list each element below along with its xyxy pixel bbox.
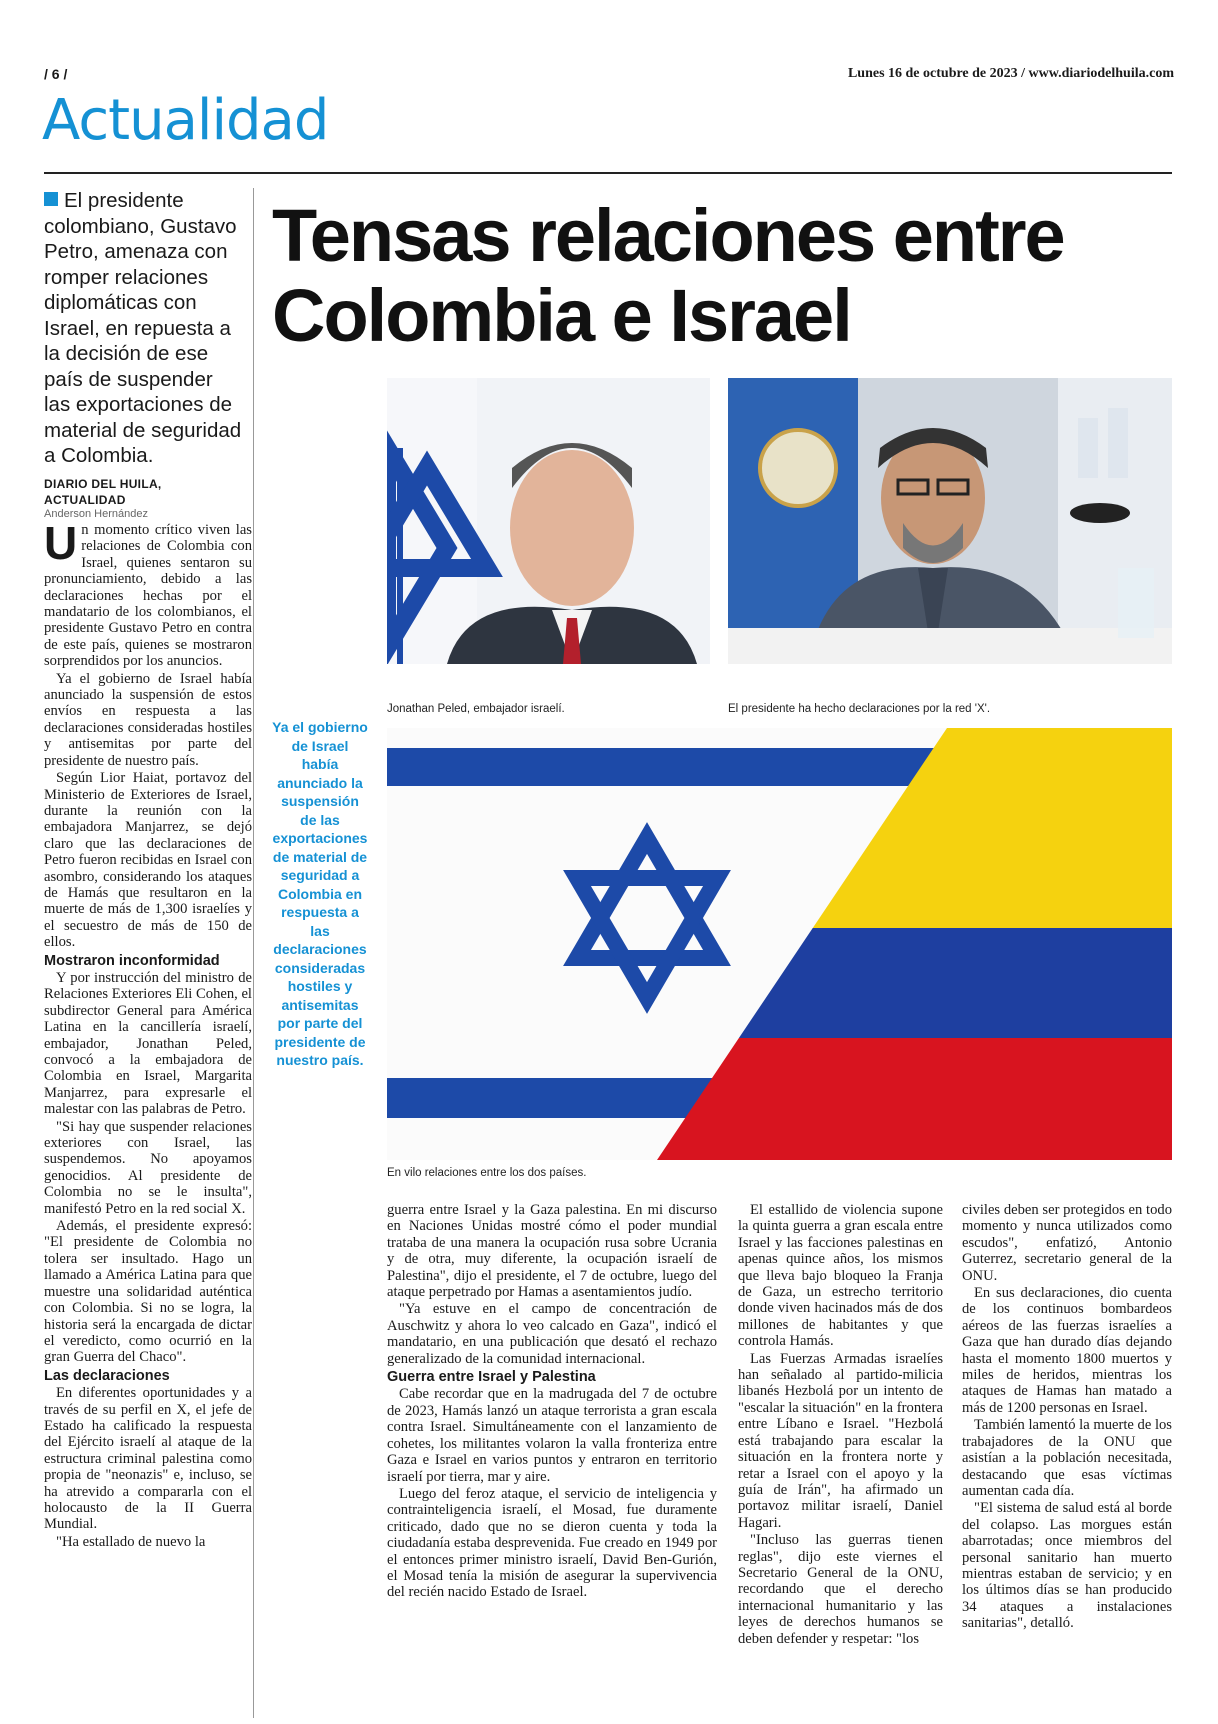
drop-cap: U <box>44 522 78 569</box>
paragraph: Además, el presidente expresó: "El presidente de Colombia no tolera ser insultado. Hago un llamado a América Latina para que muestre una solidaridad auténtica con Colombia. Si no se logra, la historia será la encargada de dictar el veredicto, como ocurrió en la gran Guerra del Chaco". <box>44 1218 252 1366</box>
section-title: Actualidad <box>42 88 329 153</box>
article-column-2 <box>387 1202 717 1712</box>
lede <box>44 188 244 469</box>
photo-petro <box>728 378 1172 664</box>
paragraph: Las Fuerzas Armadas israelíes han señalado al partido-milicia libanés Hezbolá por un intento de "escalar la situación" en la frontera entre Líbano e Israel. "Hezbolá está trabajando para escalar la situación en la frontera norte y retar a Israel con el apoyo y la guía de Irán", ha afirmado un portavoz militar israelí, Daniel Hagari. <box>738 1350 943 1531</box>
paragraph: "El sistema de salud está al borde del colapso. Las morgues están abarrotadas; once miembros del personal sanitario han muerto mientras estaban de servicio; y en los últimos días se han producido 34 ataques a instalaciones sanitarias", detalló. <box>962 1500 1172 1632</box>
article-column-3 <box>738 1202 943 1712</box>
subheading: Mostraron inconformidad <box>44 952 220 969</box>
paragraph: Según Lior Haiat, portavoz del Ministerio de Exteriores de Israel, durante la reunión con la embajadora Manjarrez, se dejó claro que las declaraciones de Petro fueron recibidas en Israel con asombro, considerando los ataques de Hamás que resultaron en la muerte de más de 1,300 israelíes y el secuestro de más de 150 de ellos. <box>44 770 252 951</box>
subheading: Las declaraciones <box>44 1367 170 1384</box>
photo-flags-image <box>387 728 1172 1160</box>
caption-peled: Jonathan Peled, embajador israelí. <box>387 703 565 715</box>
paragraph: Cabe recordar que en la madrugada del 7 de octubre de 2023, Hamás lanzó un ataque terrorista a gran escala contra Israel. Simultáneamente con el lanzamiento de cohetes, los militantes volaron la valla fronteriza entre Gaza e Israel en varios puntos y entraron en territorio israelí por tierra, mar y aire. <box>387 1386 717 1485</box>
lede-text: El presidente colombiano, Gustavo Petro, amenaza con romper relaciones diplomáticas con Israel, en repuesta a la decisión de ese país de suspender las exportaciones de material de seguridad a Colombia. <box>44 189 242 467</box>
byline-source: DIARIO DEL HUILA, ACTUALIDAD <box>44 477 162 507</box>
column-divider <box>253 188 254 1718</box>
paragraph: "Si hay que suspender relaciones exteriores con Israel, las suspendemos. No apoyamos genocidios. Al presidente de Colombia no se le insulta", manifestó Petro en la red social X. <box>44 1118 252 1217</box>
page-number: / 6 / <box>44 66 68 82</box>
caption-petro: El presidente ha hecho declaraciones por la red 'X'. <box>728 703 991 715</box>
paragraph: El estallido de violencia supone la quinta guerra a gran escala entre Israel y las facciones palestinas en apenas quince años, los mismos que lleva bajo bloqueo la Franja de Gaza, un estrecho territorio donde viven hacinados más de dos millones de habitantes y que controla Hamás. <box>738 1202 943 1350</box>
paragraph: Luego del feroz ataque, el servicio de inteligencia y contrainteligencia israelí, el Mosad, fue duramente criticado, dado que no se dieron cuenta y toda la ciudadanía estaba desprevenida. Fue creado en 1949 por el entonces primer ministro israelí, David Ben-Gurión, el Mosad tenía la misión de asegurar la supervivencia del recién nacido Estado de Israel. <box>387 1485 717 1601</box>
byline-author: Anderson Hernández <box>44 508 148 520</box>
article-column-1 <box>44 522 252 1712</box>
headline: Tensas relaciones entre Colombia e Israel <box>272 194 1064 357</box>
paragraph: En sus declaraciones, dio cuenta de los continuos bombardeos aéreos de las fuerzas israelíes a Gaza que han durado días dejando hasta el momento 1800 muertos y miles de heridos, mientras los ataques de Hamas han matado a más de 1200 personas en Israel. <box>962 1285 1172 1416</box>
pull-quote: Ya el gobierno de Israel había anunciado la suspensión de las exportaciones de material de seguridad a Colombia en respuesta a las declaraciones consideradas hostiles y antisemitas por parte del presidente de nuestro país. <box>272 719 368 1068</box>
photo-peled-image <box>387 378 710 664</box>
caption-flags: En vilo relaciones entre los dos países. <box>387 1167 587 1179</box>
paragraph: Y por instrucción del ministro de Relaciones Exteriores Eli Cohen, el subdirector General para América Latina en la cancillería israelí, embajador, Jonathan Peled, convocó a la embajadora de Colombia en Israel, Margarita Manjarrez, para expresarle el malestar con las palabras de Petro. <box>44 969 252 1118</box>
photo-peled <box>387 378 710 664</box>
paragraph: En diferentes oportunidades y a través de su perfil en X, el jefe de Estado ha calificado la respuesta del Ejército israelí al ataque de la estructura criminal palestina como propia de "neonazis" e, incluso, se ha atrevido a compararla con el holocausto de la II Guerra Mundial. <box>44 1385 252 1533</box>
subheading: Guerra entre Israel y Palestina <box>387 1369 596 1386</box>
header-rule <box>44 172 1172 174</box>
paragraph: "Incluso las guerras tienen reglas", dijo este viernes el Secretario General de la ONU, recordando que el derecho internacional humanitario y las leyes de derechos humanos se deben defender y respetar: "los <box>738 1532 943 1647</box>
paragraph: civiles deben ser protegidos en todo momento y nunca utilizados como escudos", enfatizó, Antonio Guterrez, secretario general de la ONU. <box>962 1202 1172 1284</box>
photo-flags <box>387 728 1172 1160</box>
article-column-4 <box>962 1202 1172 1712</box>
photo-petro-image <box>728 378 1172 664</box>
paragraph: "Ha estallado de nuevo la <box>56 1533 206 1550</box>
paragraph: También lamentó la muerte de los trabajadores de la ONU que asistían a la población necesitada, destacando que esas víctimas aumentan cada día. <box>962 1417 1172 1499</box>
date-and-site: Lunes 16 de octubre de 2023 / www.diariodelhuila.com <box>847 66 1174 81</box>
bullet-square-icon <box>44 192 58 206</box>
paragraph: Ya el gobierno de Israel había anunciado la suspensión de estos envíos en respuesta a las declaraciones consideradas hostiles y antisemitas por parte del presidente de nuestro país. <box>44 670 252 769</box>
paragraph: guerra entre Israel y la Gaza palestina. En mi discurso en Naciones Unidas mostré cómo el poder mundial trataba de una manera la ocupación rusa sobre Ucrania y de otra, muy diferente, la ocupación israelí de Palestina", dijo el presidente, el 7 de octubre, luego del ataque perpetrado por Hamas a asentamientos judío. <box>387 1202 717 1301</box>
paragraph: n momento crítico viven las relaciones de Colombia con Israel, quienes sentaron su pronunciamiento, debido a las declaraciones hechas por el mandatario de los colombianos, el presidente Gustavo Petro en contra de este país, quienes se mostraron sorprendidos por los anuncios. <box>44 522 252 670</box>
paragraph: "Ya estuve en el campo de concentración de Auschwitz y ahora lo veo calcado en Gaza", indicó el mandatario, en una publicación que desató el rechazo generalizado de la comunidad internacional. <box>387 1301 717 1367</box>
